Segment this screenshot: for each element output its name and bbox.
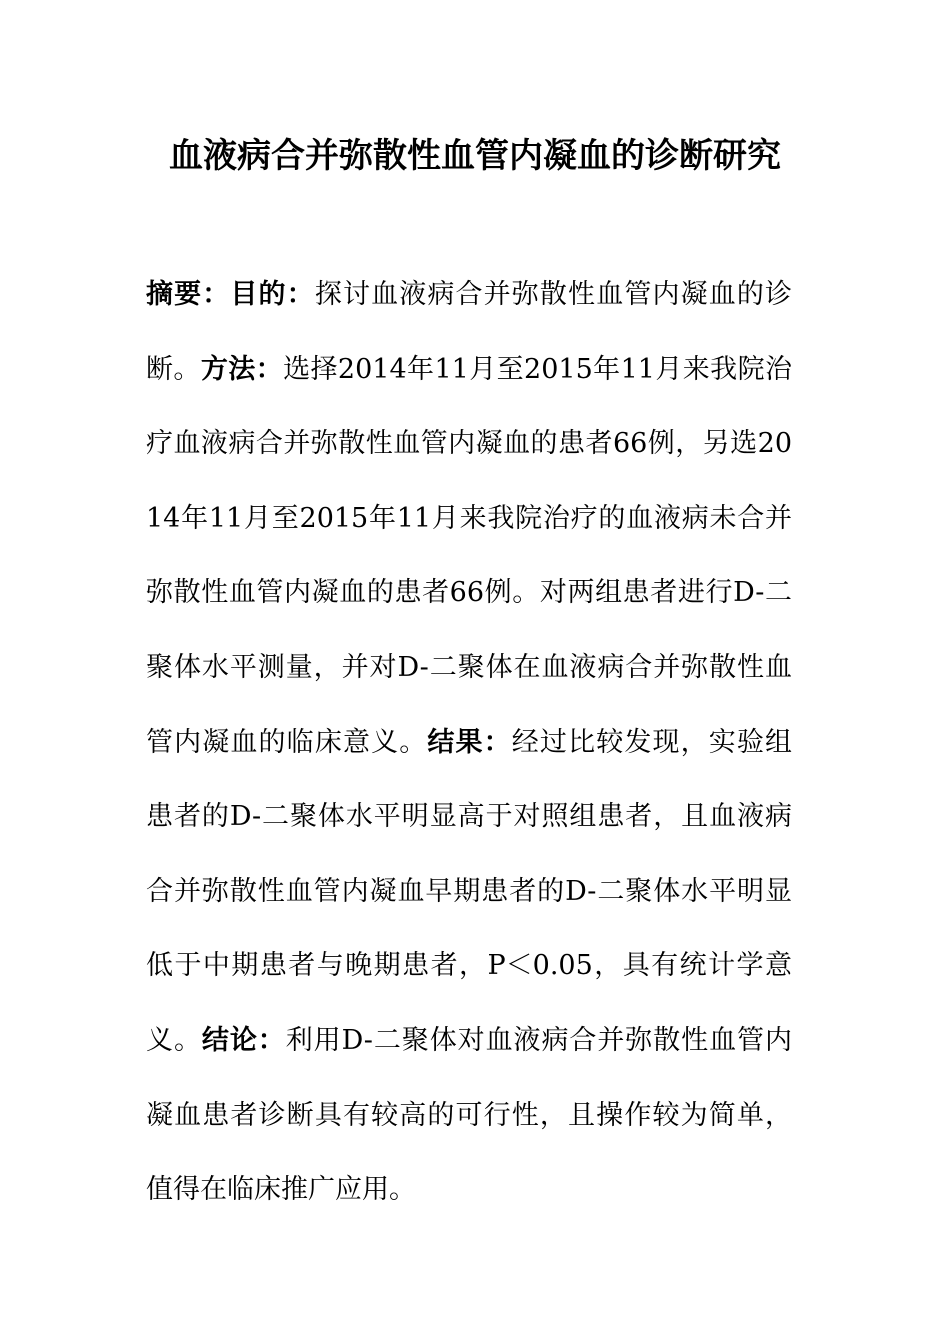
abstract-results-label: 结果： xyxy=(427,726,512,758)
abstract-methods-label: 方法： xyxy=(200,353,284,385)
page-title: 血液病合并弥散性血管内凝血的诊断研究 xyxy=(169,136,781,176)
abstract-conclusion-text: 利用D-二聚体对血液病合并弥散性血管内凝血患者诊断具有较高的可行性，且操作较为简单，值得在临床推广应用。 xyxy=(146,1024,792,1206)
abstract-objective-label: 摘要：目的： xyxy=(146,279,315,310)
abstract-conclusion-label: 结论： xyxy=(201,1024,286,1056)
abstract-results-text: 经过比较发现，实验组患者的D-二聚体水平明显高于对照组患者，且血液病合并弥散性血管内凝血早期患者的D-二聚体水平明显低于中期患者与晚期患者，P＜0.05，具有统计学意义。 xyxy=(146,726,793,1056)
abstract-paragraph xyxy=(146,258,792,1228)
abstract-methods-text: 选择2014年11月至2015年11月来我院治疗血液病合并弥散性血管内凝血的患者66例，另选2014年11月至2015年11月来我院治疗的血液病未合并弥散性血管内凝血的患者66例。对两组患者进行D-二聚体水平测量，并对D-二聚体在血液病合并弥散性血管内凝血的临床意义。 xyxy=(146,353,793,758)
abstract-objective-text: 探讨血液病合并弥散性血管内凝血的诊断。 xyxy=(146,279,793,385)
